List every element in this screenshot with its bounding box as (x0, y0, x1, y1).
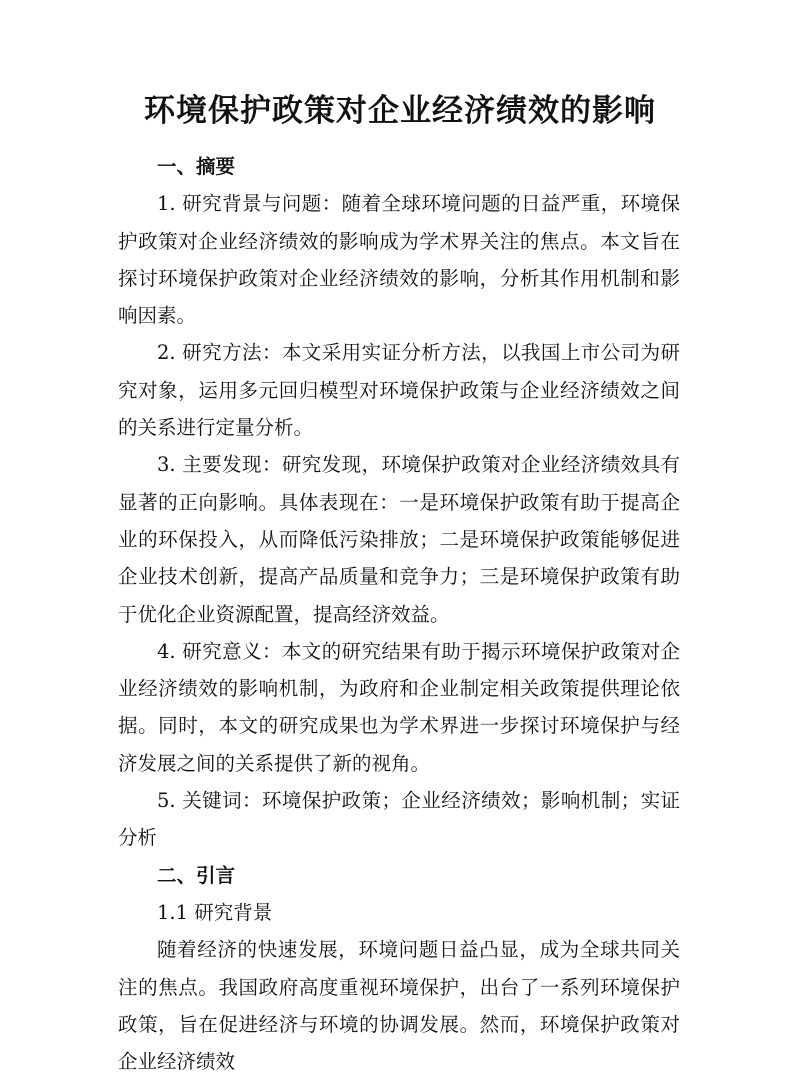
document-title: 环境保护政策对企业经济绩效的影响 (144, 93, 656, 129)
intro-paragraph: 随着经济的快速发展，环境问题日益凸显，成为全球共同关注的焦点。我国政府高度重视环境保护，出台了一系列环境保护政策，旨在促进经济与环境的协调发展。然而，环境保护政策对企业经济绩效 (118, 938, 680, 1074)
abstract-item-1: 1. 研究背景与问题：随着全球环境问题的日益严重，环境保护政策对企业经济绩效的影响成为学术界关注的焦点。本文旨在探讨环境保护政策对企业经济绩效的影响，分析其作用机制和影响因素。 (118, 192, 680, 328)
abstract-item-5: 5. 关键词：环境保护政策；企业经济绩效；影响机制；实证分析 (118, 789, 680, 850)
abstract-item-4: 4. 研究意义：本文的研究结果有助于揭示环境保护政策对企业经济绩效的影响机制，为政府和企业制定相关政策提供理论依据。同时，本文的研究成果也为学术界进一步探讨环境保护与经济发展之间的关系提供了新的视角。 (118, 639, 680, 775)
intro-subheading: 1.1 研究背景 (157, 900, 273, 924)
abstract-item-3: 3. 主要发现：研究发现，环境保护政策对企业经济绩效具有显著的正向影响。具体表现在：一是环境保护政策有助于提高企业的环保投入，从而降低污染排放；二是环境保护政策能够促进企业技术创新，提高产品质量和竞争力；三是环境保护政策有助于优化企业资源配置，提高经济效益。 (118, 453, 680, 626)
document-body (118, 148, 680, 1080)
intro-heading: 二、引言 (157, 863, 236, 887)
abstract-heading: 一、摘要 (157, 155, 236, 178)
abstract-item-2: 2. 研究方法：本文采用实证分析方法，以我国上市公司为研究对象，运用多元回归模型对环境保护政策与企业经济绩效之间的关系进行定量分析。 (118, 341, 680, 440)
